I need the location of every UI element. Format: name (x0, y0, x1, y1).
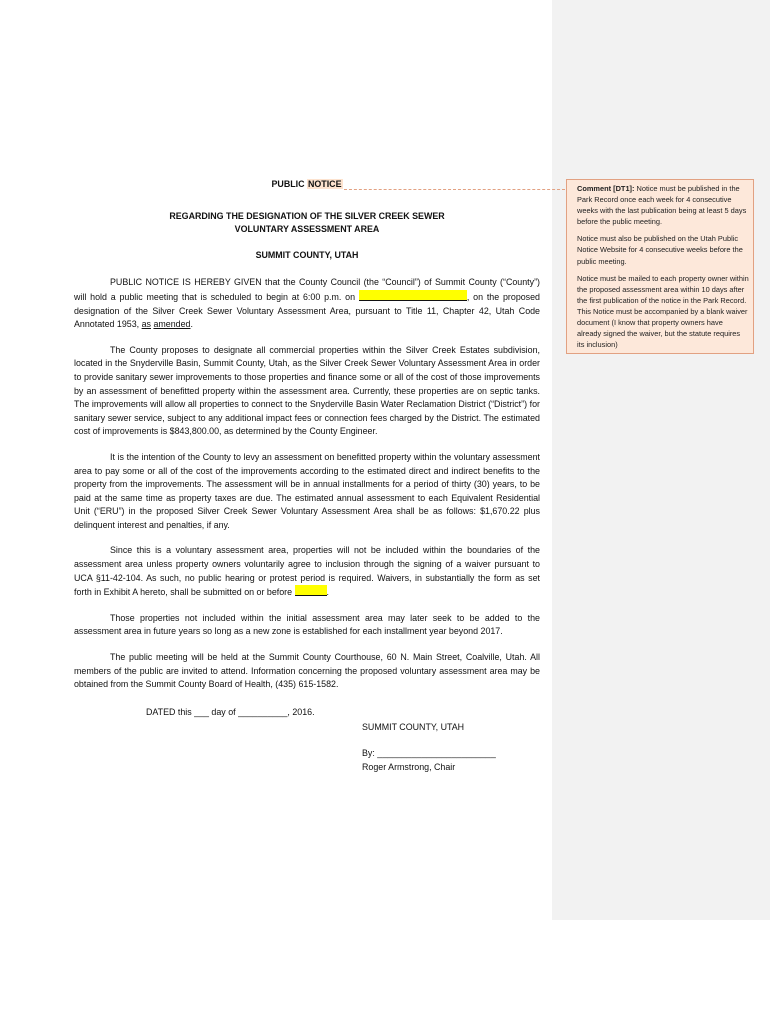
p1-amended: amended (153, 319, 191, 330)
title-prefix: PUBLIC (271, 179, 307, 189)
signature-county: SUMMIT COUNTY, UTAH (362, 722, 465, 733)
comment-author: Comment [DT1]: (577, 184, 635, 193)
paragraph-meeting-location: The public meeting will be held at the Summit County Courthouse, 60 N. Main Street, Coalville, Utah. All members of the public are invited to attend. Information concerning the proposed voluntary assessment area may be obtained from the Summit County Board of Health, (435) 615-1582. (74, 652, 540, 690)
meeting-date-blank[interactable] (359, 290, 467, 301)
waiver-deadline-blank[interactable] (295, 585, 327, 596)
p4-text: Since this is a voluntary assessment area, properties will not be included within the boundaries of the assessment area unless property owners voluntarily agree to inclusion through the signing of a waiver pursuant to UCA §11-42-104. As such, no public hearing or protest period is required. Waivers, in substantially the form as set forth in Exhibit A hereto, shall be submitted on or before (74, 545, 540, 598)
comment-text-1: Notice must be published in the Park Record once each week for 4 consecutive weeks with the last publication being at least 5 days before the public meeting. (577, 184, 747, 227)
comment-paragraph-1 (577, 183, 749, 227)
subtitle-line-2: VOLUNTARY ASSESSMENT AREA (234, 224, 380, 235)
paragraph-assessment: It is the intention of the County to levy an assessment on benefitted property within the voluntary assessment area to pay some or all of the cost of the improvements according to the estimated direct and indirect benefits to the property from the improvements. The assessment will be in annual installments for a period of thirty (30) years, to be paid at the same time as property taxes are due. The estimated annual assessment to each Equivalent Residential Unit (“ERU”) in the proposed Silver Creek Sewer Voluntary Assessment Area shall be as follows: $1,670.22 plus delinquent interest and penalties, if any. (74, 451, 540, 530)
commented-word-notice[interactable]: NOTICE (307, 179, 342, 189)
p1-text-a: PUBLIC NOTICE IS HEREBY GIVEN that the County Council (the “Council”) of Summit County (“County”) will hold a public meeting that is scheduled to begin at 6:00 p.m. on (74, 277, 540, 302)
p4-end: . (326, 587, 329, 598)
paragraph-designation: The County proposes to designate all commercial properties within the Silver Creek Estates subdivision, located in the Snyderville Basin, Summit County, Utah, as the Silver Creek Sewer Voluntary Assessment Area in order to provide sanitary sewer improvements to those properties and finance some or all of the cost of those improvements by an assessment of benefitted property within the assessment area. Currently, these properties are on septic tanks. The improvements will allow all properties to connect to the Snyderville Basin Water Reclamation District (“District”) for sanitary sewer service, subject to any additional impact fees or connection fees charged by the District. The estimated cost of improvements is $843,800.00, as determined by the County Engineer. (74, 344, 540, 437)
dated-line: DATED this ___ day of __________, 2016. (146, 706, 315, 717)
comment-margin-pane (552, 0, 770, 920)
p1-text-b: , on the proposed designation of the Silver Creek Sewer Voluntary Assessment Area, pursuant to Title 11, Chapter 42, Utah Code Annotated 1953, (74, 291, 540, 330)
p1-end: . (190, 319, 193, 330)
notice-subtitle (74, 210, 540, 237)
comment-balloon[interactable] (566, 179, 754, 354)
comment-paragraph-3: Notice must be mailed to each property owner within the proposed assessment area within 10 days after the first publication of the notice in the Park Record. This Notice must be accompanied by a blank waiver document (I know that property owners have already signed the waiver, but the statute requires its inclusion) (577, 273, 749, 350)
paragraph-meeting-notice (74, 276, 540, 331)
signature-by-line: By: ________________________ (362, 748, 496, 758)
comment-connector-line (344, 189, 565, 190)
subtitle-line-1: REGARDING THE DESIGNATION OF THE SILVER CREEK SEWER (169, 210, 445, 221)
paragraph-future-additions: Those properties not included within the initial assessment area may later seek to be added to the assessment area in future years so long as a new zone is established for each installment year beyond 2017. (74, 612, 540, 637)
document-body[interactable] (74, 172, 540, 774)
signature-name: Roger Armstrong, Chair (362, 761, 456, 772)
paragraph-voluntary (74, 544, 540, 599)
p1-as: as (141, 319, 151, 330)
county-heading: SUMMIT COUNTY, UTAH (255, 249, 359, 260)
comment-paragraph-2: Notice must also be published on the Utah Public Notice Website for 4 consecutive weeks before the public meeting. (577, 234, 743, 266)
